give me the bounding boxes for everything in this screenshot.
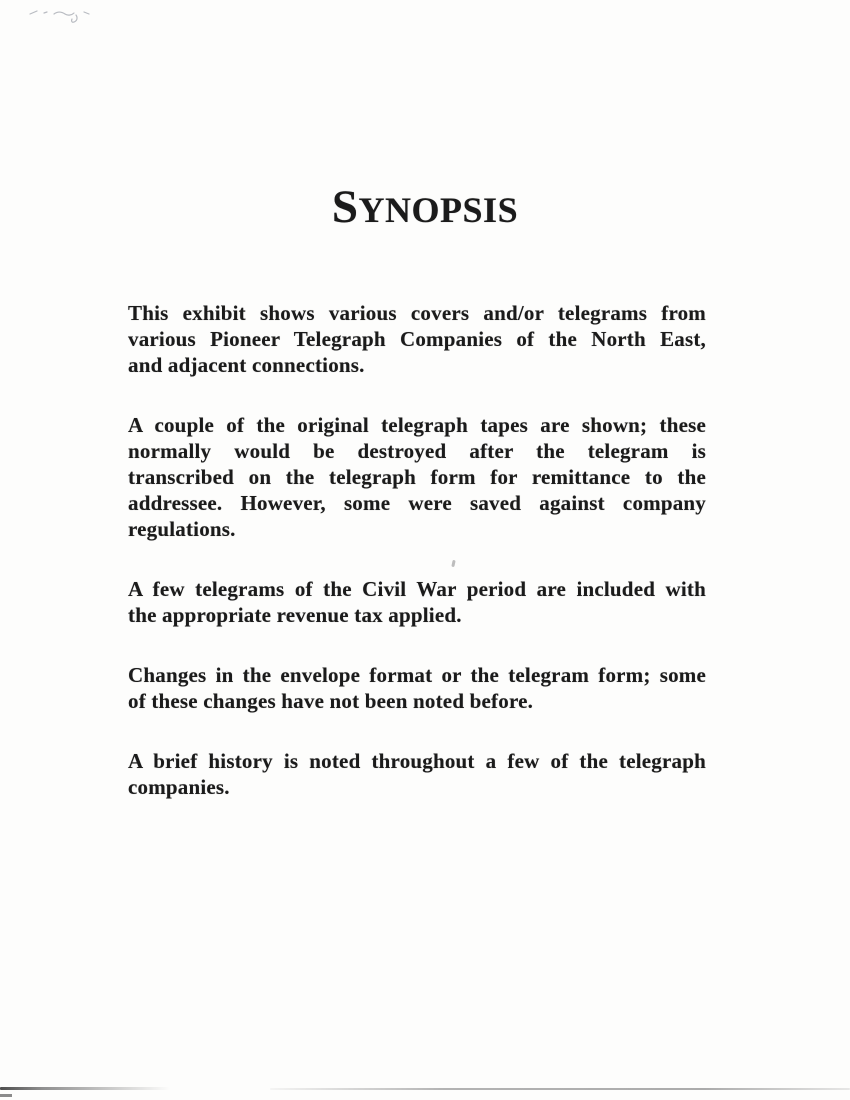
text-line: of these changes have not been noted before. bbox=[128, 689, 534, 713]
text-line: various Pioneer Telegraph Companies of the North East, bbox=[128, 327, 706, 351]
text-line: Changes in the envelope format or the telegram form; some bbox=[128, 663, 706, 687]
paragraph bbox=[128, 662, 706, 714]
text-line: companies. bbox=[128, 775, 230, 799]
text-line: A couple of the original telegraph tapes are shown; these bbox=[128, 413, 706, 437]
text-line: normally would be destroyed after the telegram is bbox=[128, 439, 706, 463]
synopsis-paragraphs bbox=[128, 300, 706, 834]
text-line: A brief history is noted throughout a few of the telegraph bbox=[128, 749, 706, 773]
scan-edge-artifact-left bbox=[0, 1087, 170, 1090]
text-line: addressee. However, some were saved against company bbox=[128, 491, 706, 515]
text-line: This exhibit shows various covers and/or telegrams from bbox=[128, 301, 706, 325]
page-title: SYNOPSIS bbox=[331, 181, 519, 233]
scan-corner-artifact bbox=[0, 1094, 12, 1097]
text-line: transcribed on the telegraph form for remittance to the bbox=[128, 465, 706, 489]
text-line: the appropriate revenue tax applied. bbox=[128, 603, 462, 627]
pencil-scribble-mark bbox=[28, 6, 92, 28]
text-line: A few telegrams of the Civil War period are included with bbox=[128, 577, 706, 601]
paragraph bbox=[128, 300, 706, 378]
scan-edge-artifact-right bbox=[270, 1088, 850, 1090]
paragraph bbox=[128, 412, 706, 542]
paragraph bbox=[128, 576, 706, 628]
text-line: regulations. bbox=[128, 517, 236, 541]
text-line: and adjacent connections. bbox=[128, 353, 365, 377]
paragraph bbox=[128, 748, 706, 800]
